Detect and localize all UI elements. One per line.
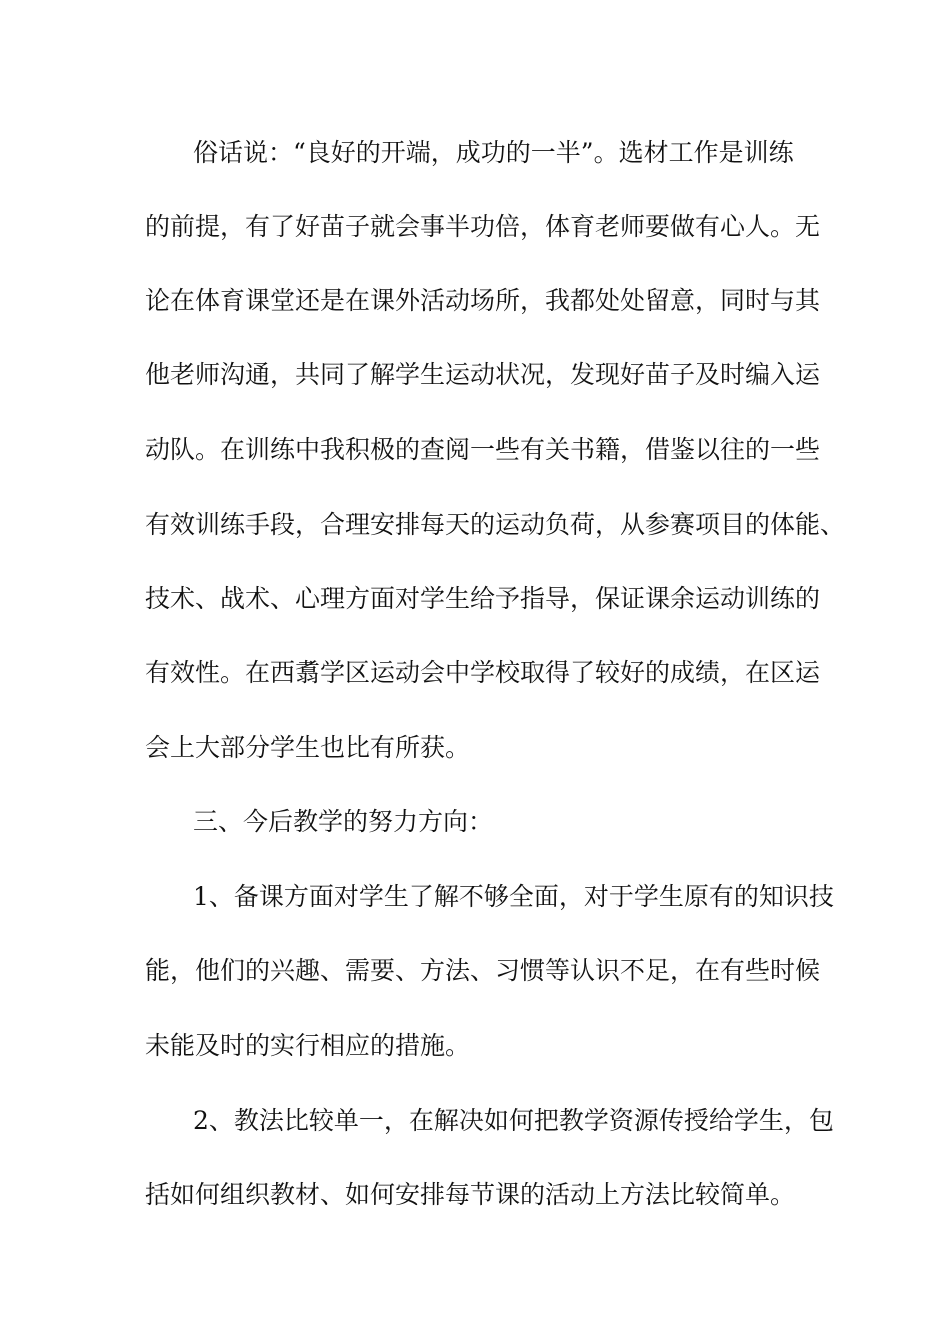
text-line: 2、教法比较单一，在解决如何把教学资源传授给学生，包 <box>193 1106 834 1135</box>
text-line: 有效性。在西翥学区运动会中学校取得了较好的成绩，在区运 <box>145 658 821 687</box>
text-line: 动队。在训练中我积极的查阅一些有关书籍，借鉴以往的一些 <box>145 435 821 464</box>
section-heading: 三、今后教学的努力方向： <box>193 807 494 836</box>
text-line: 括如何组织教材、如何安排每节课的活动上方法比较简单。 <box>145 1180 796 1209</box>
text-line: 技术、战术、心理方面对学生给予指导，保证课余运动训练的 <box>145 584 821 613</box>
text-line: 能，他们的兴趣、需要、方法、习惯等认识不足，在有些时候 <box>145 956 821 985</box>
text-line: 未能及时的实行相应的措施。 <box>145 1031 471 1060</box>
text-line: 会上大部分学生也比有所获。 <box>145 733 471 762</box>
text-line: 论在体育课堂还是在课外活动场所，我都处处留意，同时与其 <box>145 286 821 315</box>
text-line: 他老师沟通，共同了解学生运动状况，发现好苗子及时编入运 <box>145 360 821 389</box>
text-line: 1、备课方面对学生了解不够全面，对于学生原有的知识技 <box>193 882 834 911</box>
text-line: 俗话说：“良好的开端，成功的一半”。选材工作是训练 <box>193 138 794 167</box>
text-line: 的前提，有了好苗子就会事半功倍，体育老师要做有心人。无 <box>145 212 821 241</box>
text-line: 有效训练手段，合理安排每天的运动负荷，从参赛项目的体能、 <box>145 510 846 539</box>
